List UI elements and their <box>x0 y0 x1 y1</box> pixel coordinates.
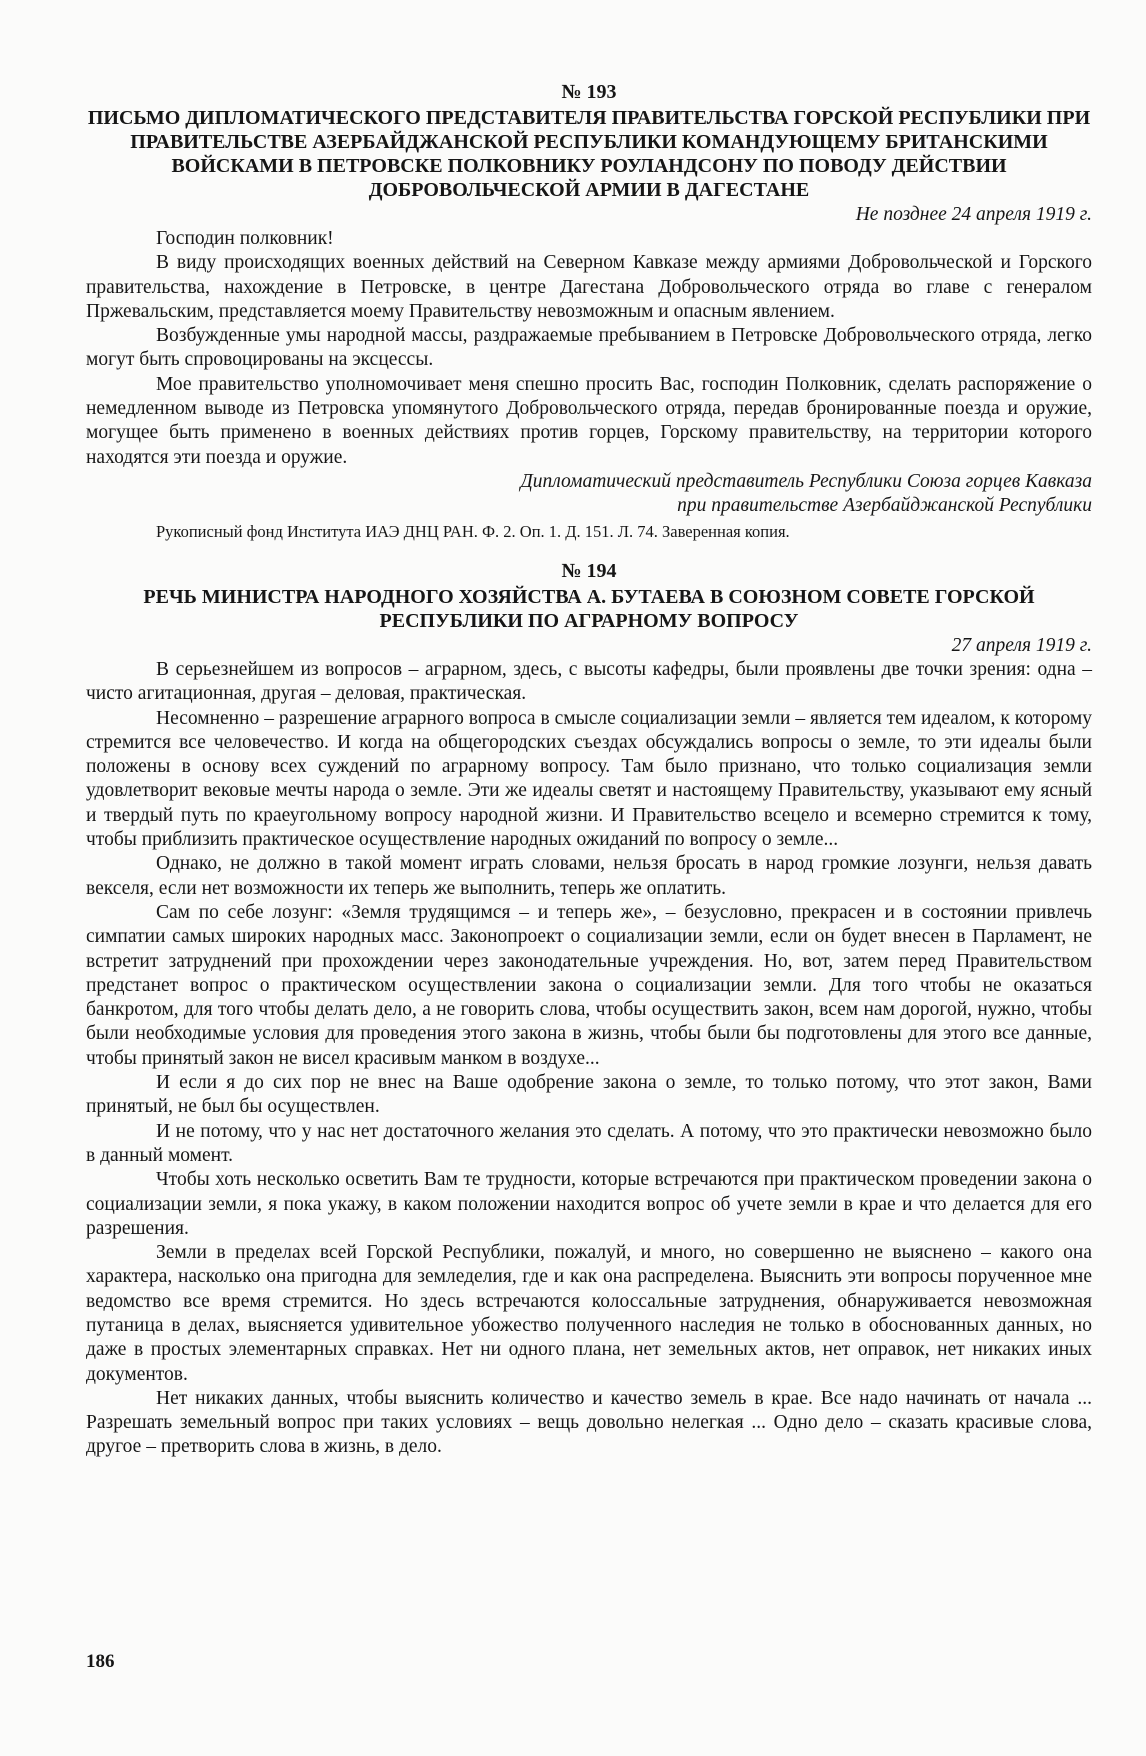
doc194-paragraph: Однако, не должно в такой момент играть словами, нельзя бросать в народ громкие лозунги, нельзя давать векселя, если нет возможности их теперь же выполнить, теперь же оплатить. <box>86 853 1092 899</box>
doc194-paragraph: Нет никаких данных, чтобы выяснить количество и качество земель в крае. Все надо начинать от начала ... Разрешать земельный вопрос при таких условиях – вещь довольно нелегкая ... Одно дело – сказать красивые слова, другое – претворить слова в жизнь, в дело. <box>86 1387 1092 1458</box>
doc193-signature-line: при правительстве Азербайджанской Республики <box>677 494 1092 516</box>
doc194-paragraph: Земли в пределах всей Горской Республики, пожалуй, и много, но совершенно не выяснено – какого она характера, насколько она пригодна для земледелия, где и как она распределена. Выяснить эти вопросы порученное мне ведомство все время стремится. Но здесь встречаются колоссальные затруднения, обнаруживается невозможная путаница в делах, выясняется удивительное убожество полученного наследия не только в обоснованных данных, но даже в простых элементарных справках. Нет ни одного плана, нет земельных актов, нет оправок, нет никаких иных документов. <box>86 1242 1092 1385</box>
page-number: 186 <box>86 1651 115 1672</box>
section-gap <box>86 543 1092 559</box>
doc193-title: ПИСЬМО ДИПЛОМАТИЧЕСКОГО ПРЕДСТАВИТЕЛЯ ПРАВИТЕЛЬСТВА ГОРСКОЙ РЕСПУБЛИКИ ПРИ ПРАВИТЕЛЬСТВЕ АЗЕРБАЙДЖАНСКОЙ РЕСПУБЛИКИ КОМАНДУЮЩЕМУ БРИТАНСКИМИ ВОЙСКАМИ В ПЕТРОВСКЕ ПОЛКОВНИКУ РОУЛАНДСОНУ ПО ПОВОДУ ДЕЙСТВИИ ДОБРОВОЛЬЧЕСКОЙ АРМИИ В ДАГЕСТАНЕ <box>87 107 1091 201</box>
page-content <box>86 80 1092 1460</box>
doc193-paragraph: Господин полковник! <box>156 228 334 249</box>
doc193-paragraph: Мое правительство уполномочивает меня спешно просить Вас, господин Полковник, сделать распоряжение о немедленном выводе из Петровска упомянутого Добровольческого отряда, передав бронированные поезда и оружие, могущее быть применено в военных действиях против горцев, Горскому правительству, на территории которого находятся эти поезда и оружие. <box>86 373 1092 468</box>
doc194-paragraph: Чтобы хоть несколько осветить Вам те трудности, которые встречаются при практическом проведении закона о социализации земли, я пока укажу, в каком положении находится вопрос об учете земли в крае и что делается для его разрешения. <box>86 1169 1092 1239</box>
doc194-paragraph: Несомненно – разрешение аграрного вопроса в смысле социализации земли – является тем идеалом, к которому стремится все человечество. И когда на общегородских съездах обсуждались вопросы о земле, то эти идеалы были положены в основу всех суждений по аграрному вопросу. Там было признано, что только социализация земли удовлетворит вековые мечты народа о земле. Эти же идеалы светят и настоящему Правительству, указывают ему ясный и твердый путь по краеугольному вопросу народной жизни. И Правительство всецело и всемерно стремится к тому, чтобы приблизить практическое осуществление народных ожиданий по вопросу о земле... <box>86 707 1092 851</box>
doc194-title: РЕЧЬ МИНИСТРА НАРОДНОГО ХОЗЯЙСТВА А. БУТАЕВА В СОЮЗНОМ СОВЕТЕ ГОРСКОЙ РЕСПУБЛИКИ ПО АГРАРНОМУ ВОПРОСУ <box>143 585 1035 632</box>
doc194-paragraph: И если я до сих пор не внес на Ваше одобрение закона о земле, то только потому, что этот закон, Вами принятый, не был бы осуществлен. <box>86 1072 1092 1118</box>
doc193-date: Не позднее 24 апреля 1919 г. <box>855 204 1092 225</box>
doc193-source-note: Рукописный фонд Института ИАЭ ДНЦ РАН. Ф. 2. Оп. 1. Д. 151. Л. 74. Заверенная копия. <box>156 521 790 541</box>
doc194-paragraph: В серьезнейшем из вопросов – аграрном, здесь, с высоты кафедры, были проявлены две точки зрения: одна – чисто агитационная, другая – деловая, практическая. <box>86 658 1092 705</box>
doc194-paragraph: И не потому, что у нас нет достаточного желания это сделать. А потому, что это практически невозможно было в данный момент. <box>86 1120 1092 1166</box>
doc194-date: 27 апреля 1919 г. <box>951 634 1092 656</box>
doc194-paragraph: Сам по себе лозунг: «Земля трудящимся – и теперь же», – безусловно, прекрасен и в состоянии привлечь симпатии самых широких народных масс. Законопроект о социализации земли, если он будет внесен в Парламент, не встретит затруднений при прохождении через законодательные учреждения. Но, вот, затем перед Правительством предстанет вопрос о практическом осуществлении закона о социализации земли. Для того чтобы не оказаться банкротом, для того чтобы делать дело, а не говорить слова, чтобы осуществить закон, всем нам дорогой, нужно, чтобы были необходимые условия для проведения этого закона в жизнь, чтобы были бы подготовлены для этого все данные, чтобы принятый закон не висел красивым манком в воздухе... <box>86 901 1092 1069</box>
doc193-number: № 193 <box>561 81 617 103</box>
doc193-paragraph: В виду происходящих военных действий на Северном Кавказе между армиями Добровольческой и Горского правительства, нахождение в Петровске, в центре Дагестана Добровольческого отряда во главе с генералом Пржевальским, представляется моему Правительству невозможным и опасным явлением. <box>86 252 1092 322</box>
doc193-signature-line: Дипломатический представитель Республики Союза горцев Кавказа <box>520 470 1092 492</box>
doc193-paragraph: Возбужденные умы народной массы, раздражаемые пребыванием в Петровске Добровольческого отряда, легко могут быть спровоцированы на эксцессы. <box>86 325 1092 371</box>
doc194-number: № 194 <box>561 559 617 582</box>
